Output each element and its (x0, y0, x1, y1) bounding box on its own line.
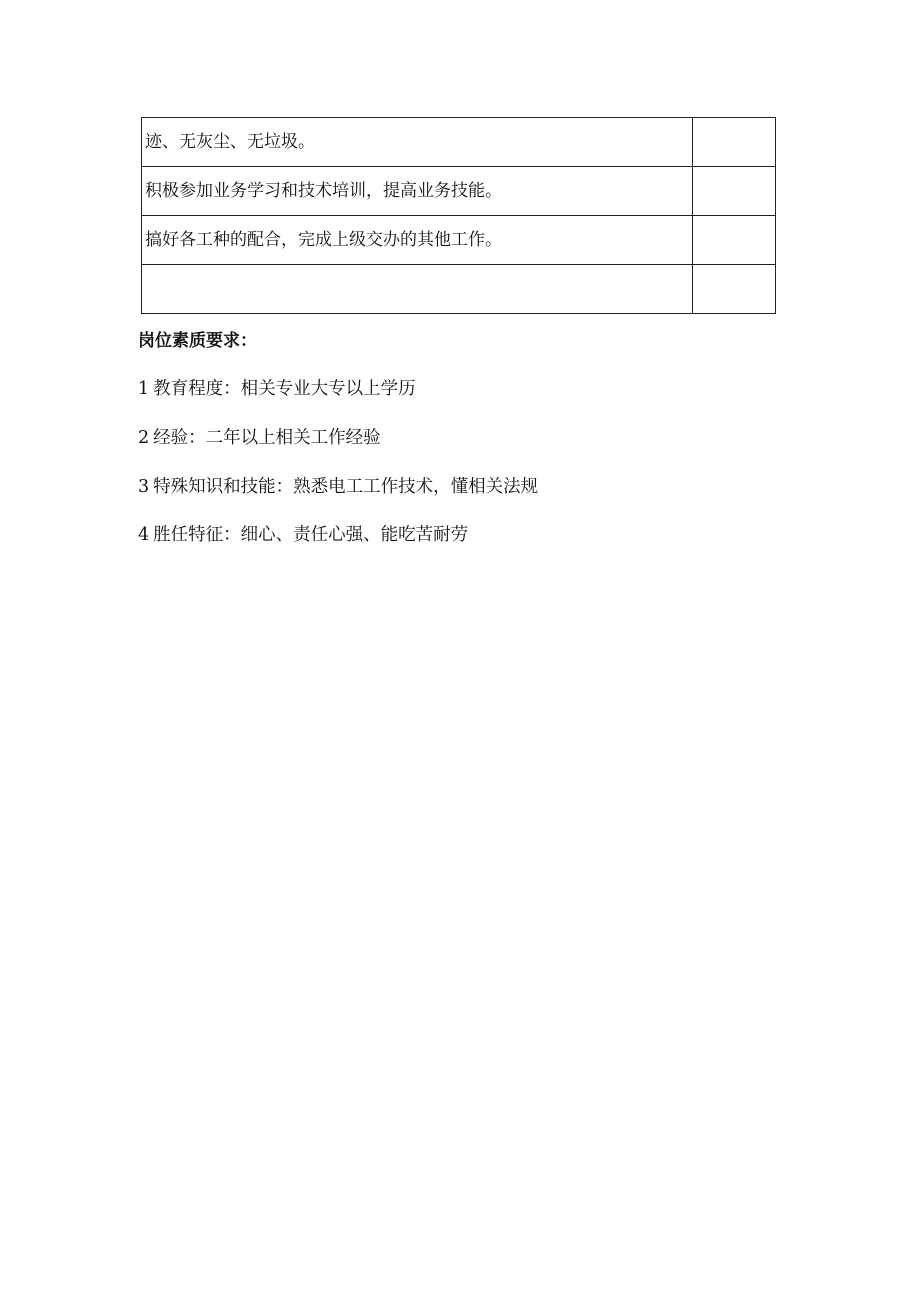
duty-cell: 搞好各工种的配合，完成上级交办的其他工作。 (142, 216, 693, 265)
table-row (142, 265, 776, 314)
qualification-item (138, 475, 538, 499)
qualification-item (138, 523, 468, 547)
qualification-number: 2 (138, 428, 150, 448)
mark-cell (693, 216, 776, 265)
qualification-text: 胜任特征：细心、责任心强、能吃苦耐劳 (153, 525, 469, 545)
qualification-text: 经验：二年以上相关工作经验 (153, 428, 381, 448)
qualification-number: 1 (138, 379, 150, 399)
duty-cell: 迹、无灰尘、无垃圾。 (142, 118, 693, 167)
duty-cell (142, 265, 693, 314)
table-row (142, 216, 776, 265)
duty-table (141, 117, 776, 314)
table-row (142, 167, 776, 216)
qualification-number: 3 (138, 477, 150, 497)
qualification-item (138, 377, 416, 401)
qualifications-heading: 岗位素质要求： (138, 331, 257, 351)
qualification-text: 特殊知识和技能：熟悉电工工作技术，懂相关法规 (153, 477, 539, 497)
mark-cell (693, 265, 776, 314)
mark-cell (693, 118, 776, 167)
mark-cell (693, 167, 776, 216)
qualification-number: 4 (138, 525, 150, 545)
qualification-item (138, 426, 381, 450)
table-row (142, 118, 776, 167)
duty-cell: 积极参加业务学习和技术培训，提高业务技能。 (142, 167, 693, 216)
qualification-text: 教育程度：相关专业大专以上学历 (153, 379, 416, 399)
